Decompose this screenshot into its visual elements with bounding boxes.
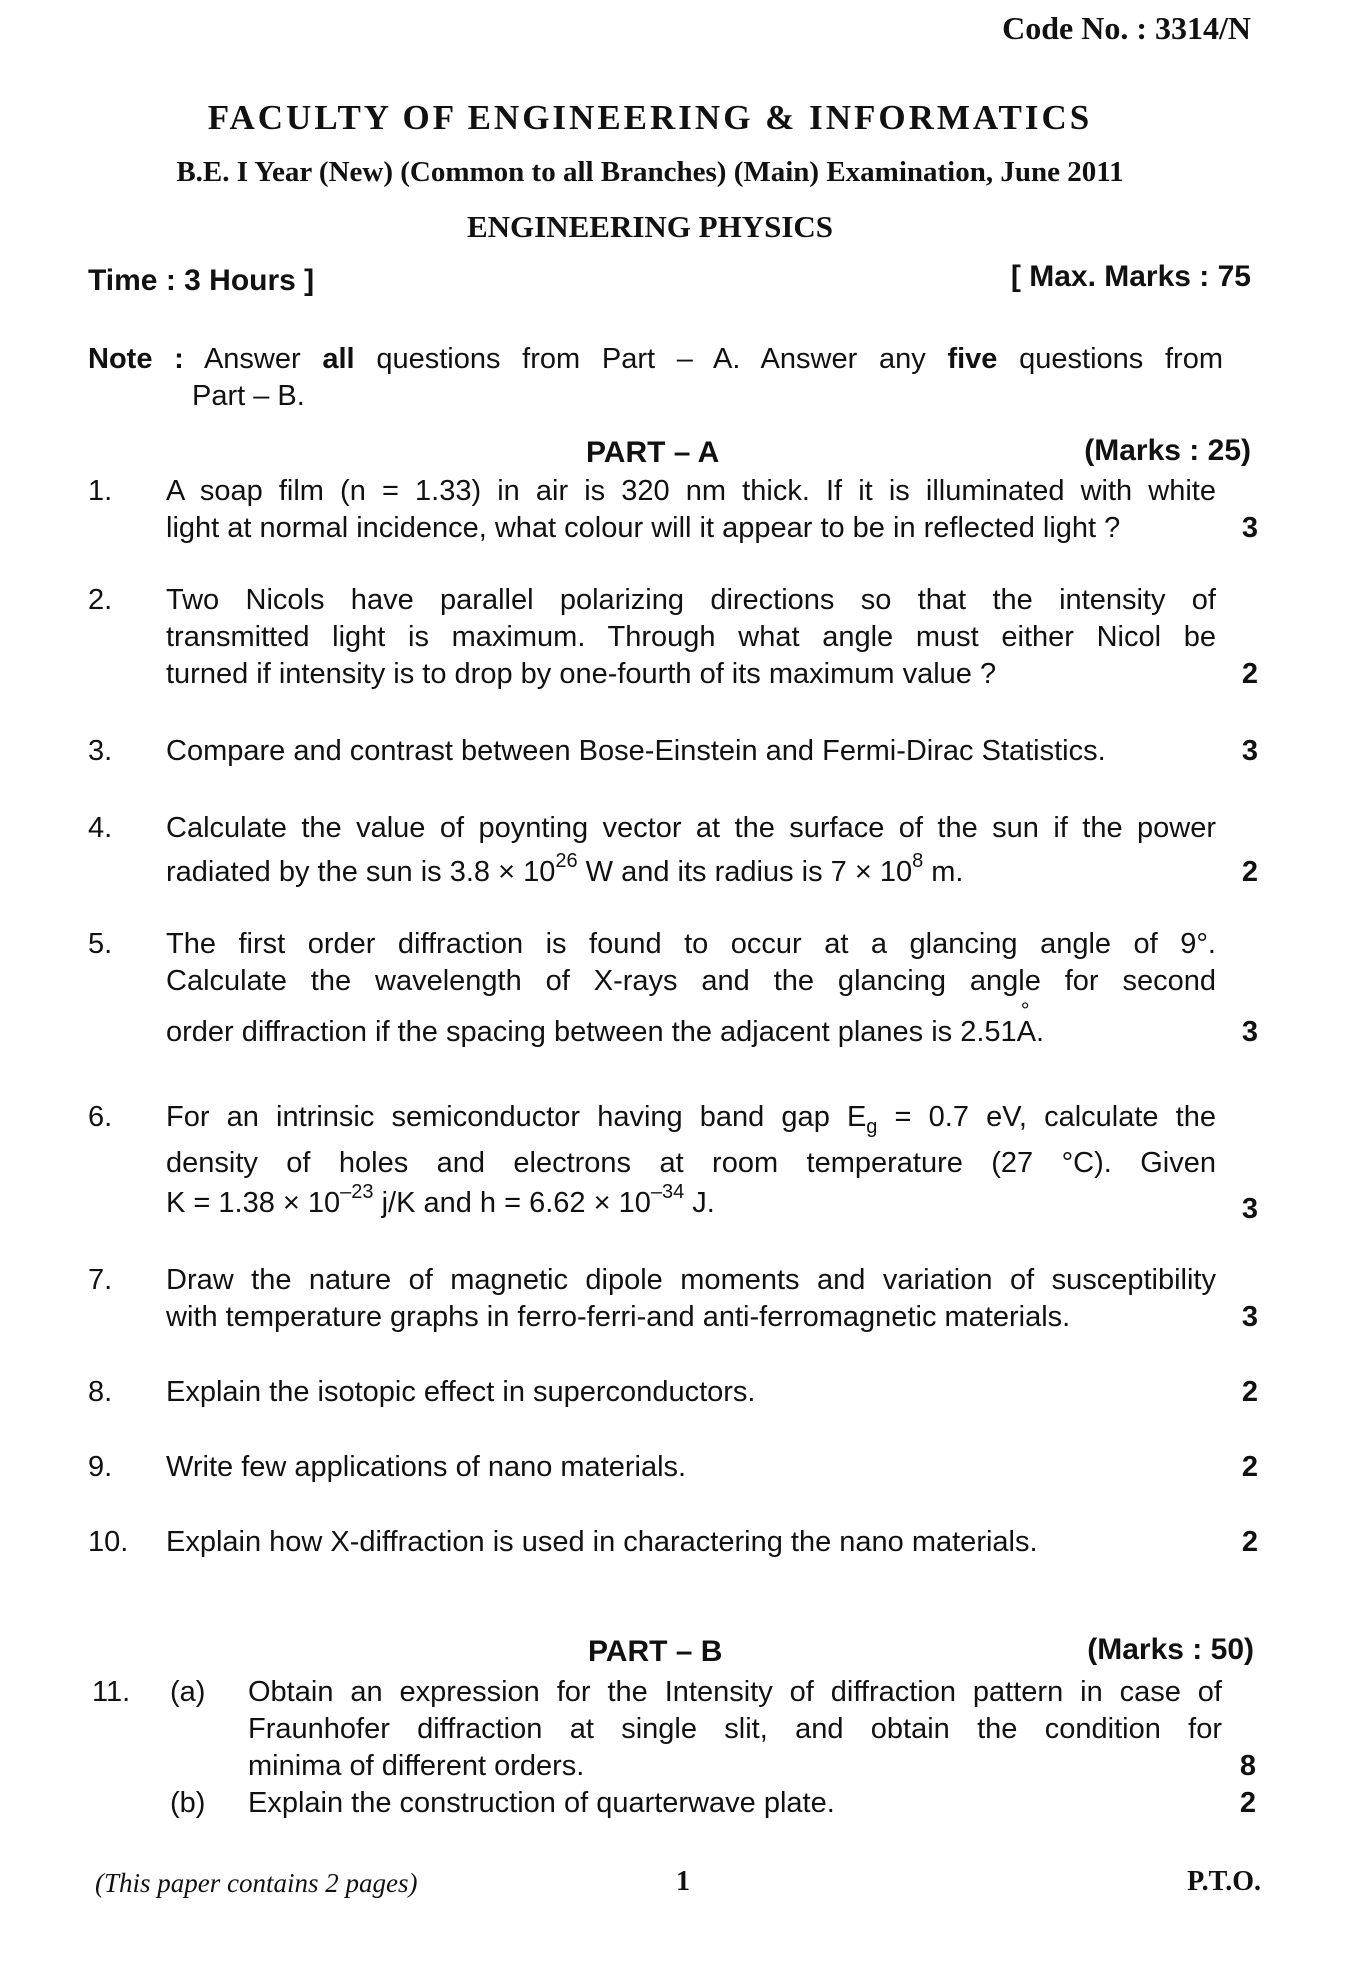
angstrom-symbol: ° A [1017,1014,1036,1051]
question-number: 10. [88,1526,129,1558]
question-number: 4. [88,812,113,844]
exponent: –34 [650,1181,685,1203]
question-line: minima of different orders. [248,1750,585,1782]
part-b-marks: (Marks : 50) [1087,1633,1254,1666]
question-marks: 3 [1241,1016,1258,1048]
note-all: all [322,343,355,375]
question-6 [88,1094,1258,1234]
question-number: 9. [88,1451,113,1483]
question-10 [88,1524,1258,1564]
question-line: For an intrinsic semiconductor having band gap $E_g = 0.7$ eV, calculate the [166,1101,1216,1138]
code-number: Code No. : 3314/N [1002,10,1251,46]
subquestion-a-marks: 8 [1239,1750,1256,1782]
question-number: 6. [88,1101,113,1133]
question-text [166,733,1216,770]
part-a-title: PART – A [586,436,720,469]
question-marks: 2 [1241,1451,1258,1483]
note-label: Note : [88,343,184,375]
question-number: 5. [88,928,113,960]
question-line: transmitted light is maximum. Through what angle must either Nicol be [166,621,1216,653]
note-text-c: questions from [1019,343,1223,375]
question-number: 2. [88,584,113,616]
subquestion-b-marks: 2 [1239,1787,1256,1819]
question-line: Calculate the value of poynting vector at the surface of the sun if the power [166,812,1216,844]
question-text [166,582,1216,693]
exponent: –23 [340,1181,374,1203]
question-line: with temperature graphs in ferro-ferri-and anti-ferromagnetic materials. [166,1301,1071,1333]
question-7 [88,1262,1258,1342]
question-line: Two Nicols have parallel polarizing directions so that the intensity of [166,584,1216,616]
question-marks: 2 [1241,658,1258,690]
question-marks: 2 [1241,856,1258,888]
subquestion-a-label: (a) [170,1676,206,1708]
question-line: $K = 1.38 \times 10^{-23}$ j/K and $h = 6.62 \times 10^{-34}$ J. [166,1181,715,1219]
subquestion-b-text: Explain the construction of quarterwave plate. [248,1787,835,1819]
question-line: Compare and contrast between Bose-Einstein and Fermi-Dirac Statistics. [166,735,1106,767]
question-text [166,1374,1216,1411]
question-text [166,1094,1216,1226]
note-line-2: Part – B. [192,380,305,412]
question-line: Write few applications of nano materials. [166,1451,687,1483]
question-line: radiated by the sun is $3.8 \times 10^{26}$ W and its radius is $7 \times 10^8$ m. [166,850,964,888]
question-line: Draw the nature of magnetic dipole moments and variation of susceptibility [166,1264,1216,1296]
question-text [166,926,1216,1051]
question-1 [88,473,1258,553]
exponent: 26 [555,850,578,872]
question-line: Explain how X-diffraction is used in charactering the nano materials. [166,1526,1038,1558]
exponent: 8 [912,850,924,872]
question-8 [88,1374,1258,1414]
question-2 [88,582,1258,697]
exam-title: B.E. I Year (New) (Common to all Branches) (Main) Examination, June 2011 [176,156,1124,188]
question-marks: 2 [1241,1526,1258,1558]
question-number: 7. [88,1264,113,1296]
question-number: 1. [88,475,113,507]
page-count-note: (This paper contains 2 pages) [95,1868,418,1898]
note-text-b: questions from Part – A. Answer any [376,343,926,375]
question-marks: 3 [1241,1193,1258,1225]
question-3 [88,733,1258,773]
question-marks: 3 [1241,512,1258,544]
question-number: 11. [92,1676,131,1708]
pto-label: P.T.O. [1187,1866,1261,1897]
instructions-note [88,340,1223,378]
question-marks: 2 [1241,1376,1258,1408]
question-text [166,1262,1216,1336]
question-number: 3. [88,735,113,767]
question-line: Obtain an expression for the Intensity of diffraction pattern in case of [248,1676,1222,1708]
page-number: 1 [676,1866,690,1897]
question-line: density of holes and electrons at room temperature (27 °C). Given [166,1147,1216,1179]
question-line: Fraunhofer diffraction at single slit, and obtain the condition for [248,1713,1222,1745]
subquestion-a-text [248,1674,1222,1785]
question-4 [88,806,1258,896]
subquestion-b-label: (b) [170,1787,206,1819]
question-line: order diffraction if the spacing between the adjacent planes is 2.51° A. [166,1014,1216,1051]
question-text [166,473,1216,547]
part-b-title: PART – B [588,1635,723,1668]
subscript: g [866,1115,878,1138]
note-five: five [947,343,998,375]
question-line: A soap film (n = 1.33) in air is 320 nm thick. If it is illuminated with white [166,475,1216,507]
part-a-marks: (Marks : 25) [1084,434,1251,467]
question-line: The first order diffraction is found to occur at a glancing angle of 9°. [166,928,1216,960]
question-line: turned if intensity is to drop by one-fourth of its maximum value ? [166,658,997,690]
question-line: Explain the isotopic effect in superconductors. [166,1376,756,1408]
question-9 [88,1449,1258,1489]
question-line: Calculate the wavelength of X-rays and the glancing angle for second [166,965,1216,997]
question-line: light at normal incidence, what colour will it appear to be in reflected light ? [166,512,1121,544]
question-5 [88,926,1258,1056]
exam-time: Time : 3 Hours ] [88,264,315,297]
question-marks: 3 [1241,735,1258,767]
question-text [166,1449,1216,1486]
max-marks: [ Max. Marks : 75 [1010,260,1251,293]
question-text [166,806,1216,894]
subject-title: ENGINEERING PHYSICS [466,209,834,244]
question-text [166,1524,1216,1561]
faculty-title: FACULTY OF ENGINEERING & INFORMATICS [207,98,1093,137]
question-number: 8. [88,1376,113,1408]
question-marks: 3 [1241,1301,1258,1333]
note-text-a: Answer [203,343,301,375]
